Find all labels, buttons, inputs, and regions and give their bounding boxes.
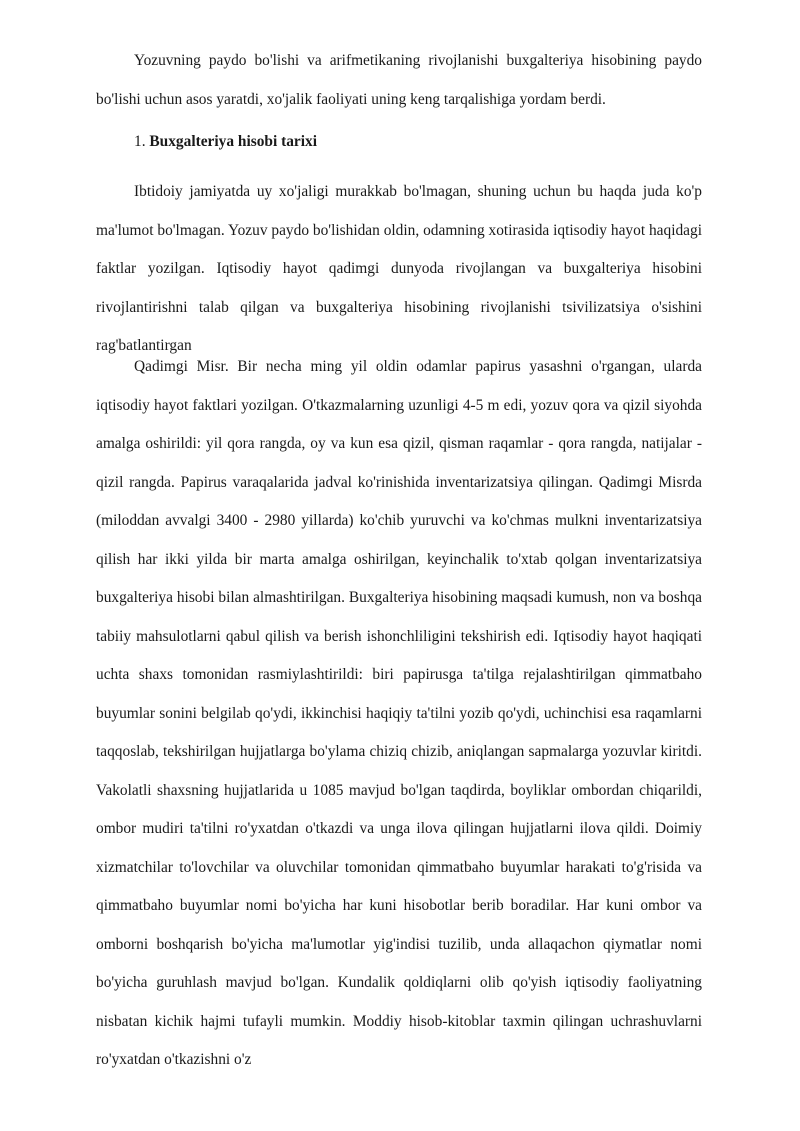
ancient-egypt-paragraph: Qadimgi Misr. Bir necha ming yil oldin odamlar papirus yasashni o'rgangan, ularda iqtisodiy hayot faktlari yozilgan. O'tkazmalarning uzunligi 4-5 m edi, yozuv qora va qizil siyohda amalga oshirildi: yil qora rangda, oy va kun esa qizil, qisman raqamlar - qora rangda, natijalar - qizil rangda. Papirus varaqalarida jadval ko'rinishida inventarizatsiya qilingan. Qadimgi Misrda (miloddan avvalgi 3400 - 2980 yillarda) ko'chib yuruvchi va ko'chmas mulkni inventarizatsiya qilish har ikki yilda bir marta amalga oshirilgan, keyinchalik to'xtab qolgan inventarizatsiya buxgalteriya hisobi bilan almashtirilgan. Buxgalteriya hisobining maqsadi kumush, non va boshqa tabiiy mahsulotlarni qabul qilish va berish ishonchliligini tekshirish edi. Iqtisodiy hayot haqiqati uchta shaxs tomonidan rasmiylashtirildi: biri papirusga ta'tilga rejalashtirilgan qimmatbaho buyumlar sonini belgilab qo'ydi, ikkinchisi haqiqiy ta'tilni yozib qo'ydi, uchinchisi esa raqamlarni taqqoslab, tekshirilgan hujjatlarga bo'ylama chiziq chizib, aniqlangan sapmalarga yozuvlar kiritdi. Vakolatli shaxsning hujjatlarida u 1085 mavjud bo'lgan taqdirda, boyliklar ombordan chiqarildi, ombor mudiri ta'tilni ro'yxatdan o'tkazdi va unga ilova qilingan hujjatlarni ilova qildi. Doimiy xizmatchilar to'lovchilar va oluvchilar tomonidan qimmatbaho buyumlar harakati to'g'risida va qimmatbaho buyumlar nomi bo'yicha har kuni hisobotlar berib boradilar. Har kuni ombor va omborni boshqarish bo'yicha ma'lumotlar yig'indisi tuzilib, unda allaqachon qiymatlar nomi bo'yicha guruhlash mavjud bo'lgan. Kundalik qoldiqlarni olib qo'yish iqtisodiy faoliyatning nisbatan kichik hajmi tufayli mumkin. Moddiy hisob-kitoblar taxmin qilingan uchrashuvlarni ro'yxatdan o'tkazishni o'z (96, 358, 702, 1068)
primitive-society-paragraph: Ibtidoiy jamiyatda uy xo'jaligi murakkab bo'lmagan, shuning uchun bu haqda juda ko'p ma'lumot bo'lmagan. Yozuv paydo bo'lishidan oldin, odamning xotirasida iqtisodiy hayot haqidagi faktlar yozilgan. Iqtisodiy hayot qadimgi dunyoda rivojlangan va buxgalteriya hisobini rivojlantirishni talab qilgan va buxgalteriya hisobining rivojlanishi tsivilizatsiya o'sishini rag'batlantirgan (96, 183, 702, 354)
section-heading (96, 132, 702, 152)
intro-paragraph: Yozuvning paydo bo'lishi va arifmetikaning rivojlanishi buxgalteriya hisobining paydo bo'lishi uchun asos yaratdi, xo'jalik faoliyati uning keng tarqalishiga yordam berdi. (96, 52, 702, 108)
section-title: Buxgalteriya hisobi tarixi (149, 133, 317, 150)
section-number: 1. (134, 133, 146, 150)
